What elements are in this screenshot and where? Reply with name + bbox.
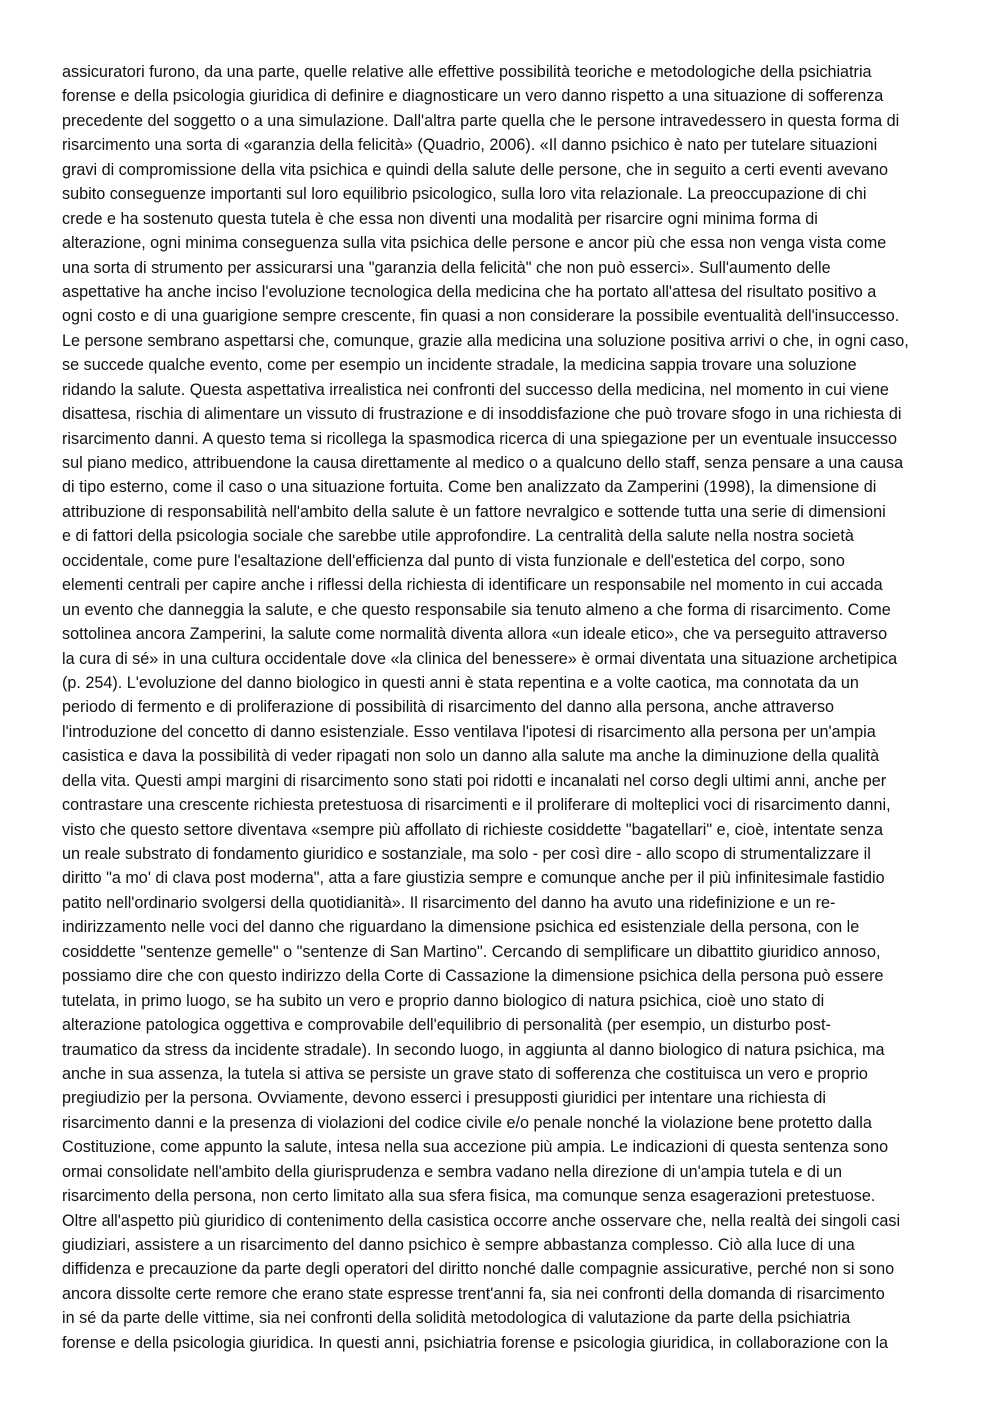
text-line: risarcimento una sorta di «garanzia della felicità» (Quadrio, 2006). «Il danno psichico è nato per tutelare situazioni — [62, 136, 878, 155]
text-line: se succede qualche evento, come per esempio un incidente stradale, la medicina sappia trovare una soluzione — [62, 356, 857, 375]
text-line: diritto "a mo' di clava post moderna", atta a fare giustizia sempre e comunque anche per il più infinitesimale fastidio — [62, 869, 885, 888]
text-line: gravi di compromissione della vita psichica e quindi della salute delle persone, che in seguito a certi eventi avevano — [62, 160, 889, 179]
text-line: e di fattori della psicologia sociale che sarebbe utile approfondire. La centralità della salute nella nostra società — [62, 527, 854, 546]
text-line: ormai consolidate nell'ambito della giurisprudenza e sembra vadano nella direzione di un'ampia tutela e di un — [62, 1162, 843, 1181]
text-line: visto che questo settore diventava «sempre più affollato di richieste cosiddette "bagatellari" e, cioè, intentate senza — [62, 820, 884, 839]
text-line: forense e della psicologia giuridica. In questi anni, psichiatria forense e psicologia giuridica, in collaborazione con la — [62, 1333, 889, 1352]
text-line: Costituzione, come appunto la salute, intesa nella sua accezione più ampia. Le indicazioni di questa sentenza sono — [62, 1138, 889, 1157]
text-line: possiamo dire che con questo indirizzo della Corte di Cassazione la dimensione psichica della persona può essere — [62, 967, 884, 986]
text-line: alterazione, ogni minima conseguenza sulla vita psichica delle persone e ancor più che essa non venga vista come — [62, 234, 887, 253]
text-line: occidentale, come pure l'esaltazione dell'efficienza dal punto di vista funzionale e dell'estetica del corpo, sono — [62, 551, 845, 570]
text-line: attribuzione di responsabilità nell'ambito della salute è un fattore nevralgico e sottende tutta una serie di dimensioni — [62, 502, 886, 521]
text-line: forense e della psicologia giuridica di definire e diagnosticare un vero danno rispetto a una situazione di sofferenza — [62, 87, 884, 106]
text-line: un evento che danneggia la salute, e che questo responsabile sia tenuto almeno a che forma di risarcimento. Come — [62, 600, 891, 619]
text-line: ancora dissolte certe remore che erano state espresse trent'anni fa, sia nei confronti della domanda di risarcimento — [62, 1284, 885, 1303]
text-line: pregiudizio per la persona. Ovviamente, devono esserci i presupposti giuridici per intentare una richiesta di — [62, 1089, 826, 1108]
text-line: (p. 254). L'evoluzione del danno biologico in questi anni è stata repentina e a volte caotica, ma connotata da un — [62, 673, 859, 692]
text-line: ogni costo e di una guarigione sempre crescente, fin quasi a non considerare la possibile eventualità dell'insuccesso. — [62, 307, 900, 326]
text-line: giudiziari, assistere a un risarcimento del danno psichico è sempre abbastanza complesso. Ciò alla luce di una — [62, 1236, 855, 1254]
text-line: risarcimento danni e la presenza di violazioni del codice civile e/o penale nonché la violazione bene protetto dalla — [62, 1113, 872, 1132]
text-line: diffidenza e precauzione da parte degli operatori del diritto nonché dalle compagnie assicurative, perché non si sono — [62, 1260, 895, 1279]
text-line: traumatico da stress da incidente stradale). In secondo luogo, in aggiunta al danno biologico di natura psichica, ma — [62, 1040, 885, 1059]
text-line: Le persone sembrano aspettarsi che, comunque, grazie alla medicina una soluzione positiva arrivi o che, in ogni caso, — [62, 331, 909, 350]
text-line: tutelata, in primo luogo, se ha subito un vero e proprio danno biologico di natura psichica, cioè uno stato di — [62, 991, 825, 1010]
text-line: l'introduzione del concetto di danno esistenziale. Esso ventilava l'ipotesi di risarcimento alla persona per un'ampia — [62, 722, 876, 741]
text-line: della vita. Questi ampi margini di risarcimento sono stati poi ridotti e incanalati nel corso degli ultimi anni, anche per — [62, 771, 887, 790]
text-line: indirizzamento nelle voci del danno che riguardano la dimensione psichica ed esistenziale della persona, con le — [62, 918, 860, 937]
text-line: subito conseguenze importanti sul loro equilibrio psicologico, sulla loro vita relazionale. La preoccupazione di chi — [62, 185, 867, 204]
text-line: un reale substrato di fondamento giuridico e sostanziale, ma solo - per così dire - allo scopo di strumentalizzare il — [62, 845, 871, 863]
text-line: patito nell'ordinario svolgersi della quotidianità». Il risarcimento del danno ha avuto una ridefinizione e un re- — [62, 893, 836, 912]
text-line: alterazione patologica oggettiva e comprovabile dell'equilibrio di personalità (per esempio, un disturbo post- — [62, 1016, 831, 1035]
text-line: crede e ha sostenuto questa tutela è che essa non diventi una modalità per risarcire ogni minima forma di — [62, 209, 818, 228]
text-line: una sorta di strumento per assicurarsi una "garanzia della felicità" che non può esserci». Sull'aumento delle — [62, 258, 831, 277]
text-line: aspettative ha anche inciso l'evoluzione tecnologica della medicina che ha portato all'attesa del risultato positivo a — [62, 282, 877, 301]
text-line: elementi centrali per capire anche i riflessi della richiesta di identificare un responsabile nel momento in cui accada — [62, 576, 883, 595]
text-line: disattesa, rischia di alimentare un vissuto di frustrazione e di insoddisfazione che può trovare sfogo in una richiesta di — [62, 405, 902, 424]
text-line: Oltre all'aspetto più giuridico di contenimento della casistica occorre anche osservare che, nella realtà dei singoli casi — [62, 1211, 901, 1230]
text-line: precedente del soggetto o a una simulazione. Dall'altra parte quella che le persone intravedessero in questa forma di — [62, 111, 900, 130]
text-line: risarcimento della persona, non certo limitato alla sua sfera fisica, ma comunque senza esagerazioni pretestuose. — [62, 1187, 876, 1206]
text-line: risarcimento danni. A questo tema si ricollega la spasmodica ricerca di una spiegazione per un eventuale insuccesso — [62, 429, 898, 448]
body-text — [62, 60, 936, 1355]
text-line: contrastare una crescente richiesta pretestuosa di risarcimenti e il proliferare di molteplici voci di risarcimento danni, — [62, 796, 891, 815]
text-line: in sé da parte delle vittime, sia nei confronti della solidità metodologica di valutazione da parte della psichiatria — [62, 1309, 851, 1328]
text-line: assicuratori furono, da una parte, quelle relative alle effettive possibilità teoriche e metodologiche della psichiatria — [62, 63, 872, 81]
text-line: anche in sua assenza, la tutela si attiva se persiste un grave stato di sofferenza che costituisca un vero e proprio — [62, 1064, 868, 1083]
text-line: di tipo esterno, come il caso o una situazione fortuita. Come ben analizzato da Zamperini (1998), la dimensione di — [62, 478, 877, 497]
text-line: casistica e dava la possibilità di veder ripagati non solo un danno alla salute ma anche la diminuzione della qualità — [62, 747, 880, 766]
text-line: cosiddette "sentenze gemelle" o "sentenze di San Martino". Cercando di semplificare un dibattito giuridico annoso, — [62, 942, 881, 961]
text-line: periodo di fermento e di proliferazione di possibilità di risarcimento del danno alla persona, anche attraverso — [62, 698, 835, 717]
text-line: sottolinea ancora Zamperini, la salute come normalità diventa allora «un ideale etico», che va perseguito attraverso — [62, 625, 888, 644]
text-line: ridando la salute. Questa aspettativa irrealistica nei confronti del successo della medicina, nel momento in cui viene — [62, 380, 889, 399]
text-line: sul piano medico, attribuendone la causa direttamente al medico o a qualcuno dello staff, senza pensare a una causa — [62, 454, 904, 472]
text-line: la cura di sé» in una cultura occidentale dove «la clinica del benessere» è ormai diventata una situazione archetipica — [62, 649, 898, 668]
